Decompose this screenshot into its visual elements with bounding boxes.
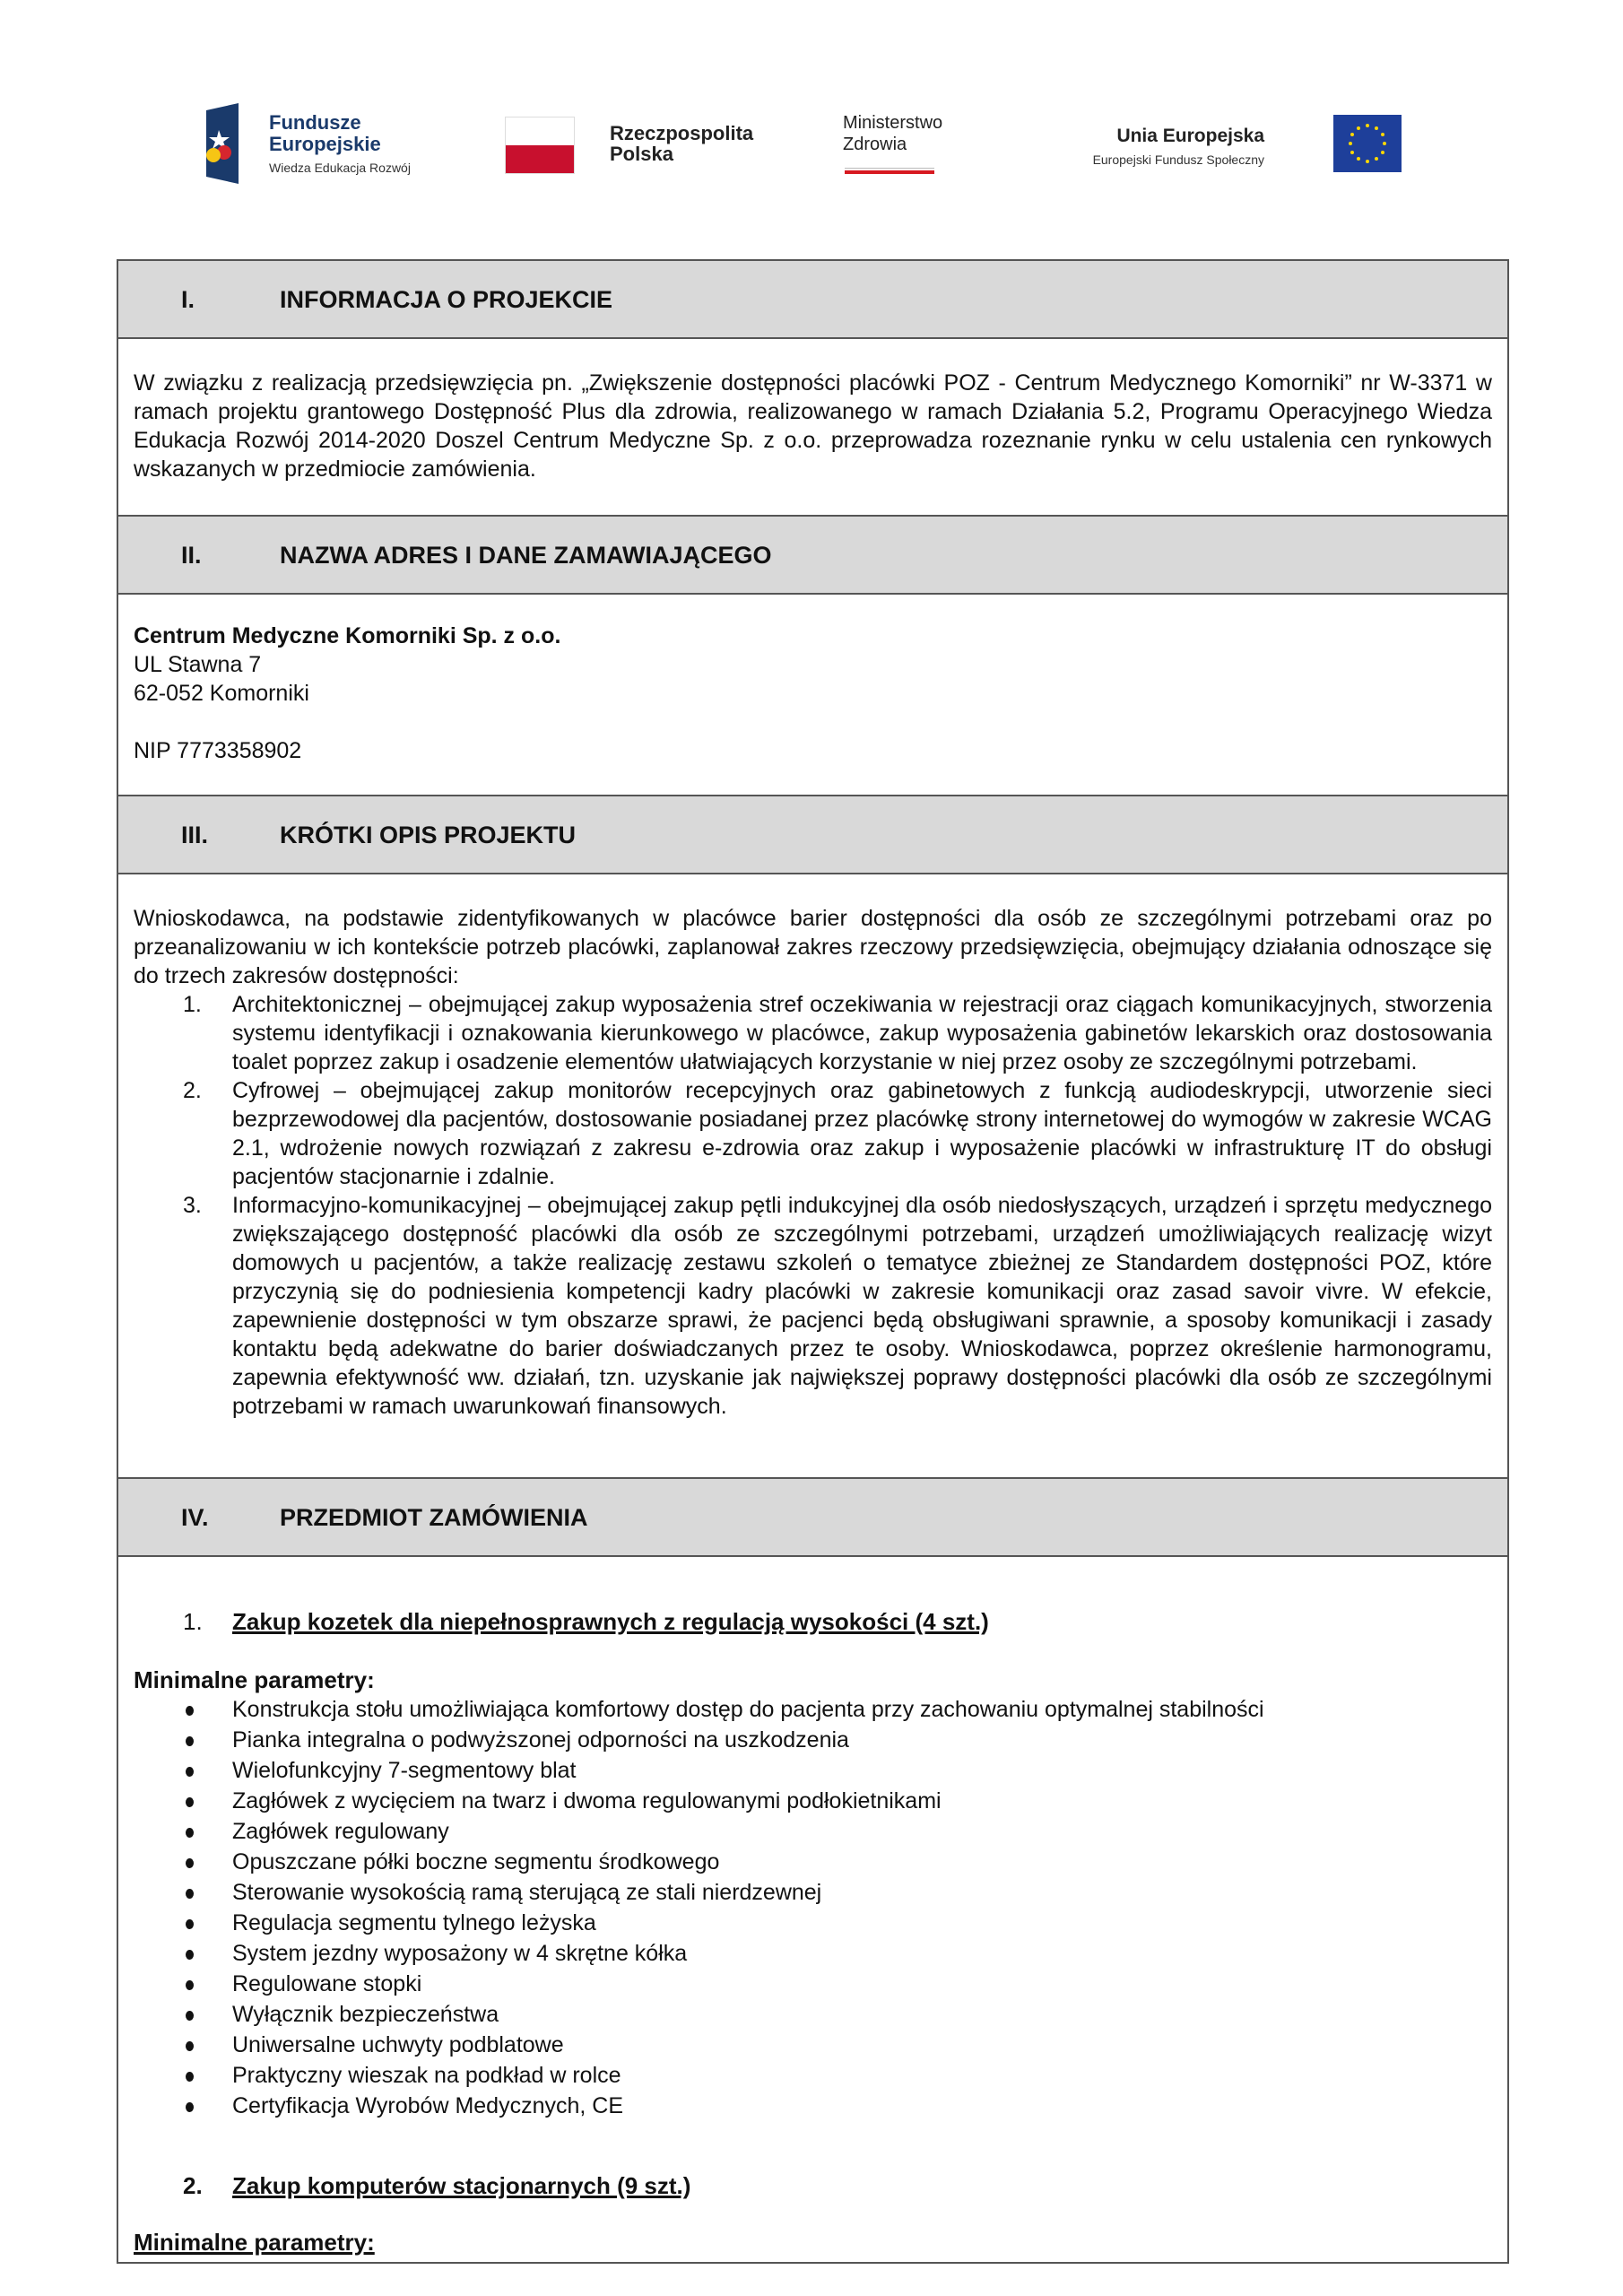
section-header-3 <box>118 795 1507 874</box>
section-title: PRZEDMIOT ZAMÓWIENIA <box>280 1504 588 1531</box>
accessibility-scope-list <box>134 990 1492 1421</box>
bullet-icon <box>186 1767 194 1777</box>
bullet-icon <box>186 1828 194 1838</box>
list-item: System jezdny wyposażony w 4 skrętne kółka <box>134 1938 1492 1969</box>
list-item: Zagłówek z wycięciem na twarz i dwoma regulowanymi podłokietnikami <box>134 1786 1492 1816</box>
bullet-icon <box>186 1919 194 1929</box>
bullet-icon <box>186 1706 194 1716</box>
section-title: NAZWA ADRES I DANE ZAMAWIAJĄCEGO <box>280 542 772 569</box>
project-description-intro: Wnioskodawca, na podstawie zidentyfikowanych w placówce barier dostępności dla osób ze szczególnymi potrzebami oraz po przeanalizowaniu w ich kontekście potrzeb placówki, zaplanował zakres rzeczowy przedsięwzięcia, obejmujący działania odnoszące się do trzech zakresów dostępności: <box>134 906 1492 988</box>
logo-bar <box>179 85 1435 202</box>
bullet-icon <box>186 1736 194 1746</box>
list-item: Wyłącznik bezpieczeństwa <box>134 1999 1492 2030</box>
section-header-2 <box>118 515 1507 595</box>
list-item: Regulacja segmentu tylnego leżyska <box>134 1908 1492 1938</box>
ue-title: Unia Europejska <box>1116 126 1264 146</box>
list-item: Opuszczane półki boczne segmentu środkowego <box>134 1847 1492 1877</box>
bullet-icon <box>186 1950 194 1960</box>
list-item: Wielofunkcyjny 7-segmentowy blat <box>134 1755 1492 1786</box>
list-item: Zagłówek regulowany <box>134 1816 1492 1847</box>
order-item-number: 2. <box>183 2172 203 2199</box>
fe-title-line2: Europejskie <box>269 133 381 155</box>
section-header-4 <box>118 1477 1507 1557</box>
ue-subtitle: Europejski Fundusz Społeczny <box>1092 152 1264 167</box>
bullet-icon <box>186 2072 194 2082</box>
pl-line1: Rzeczpospolita <box>610 122 754 144</box>
min-params-label: Minimalne parametry: <box>134 1666 375 1693</box>
pl-line2: Polska <box>610 143 673 165</box>
document-table <box>117 259 1509 2264</box>
list-number: 3. <box>183 1193 202 1218</box>
order-item-title: Zakup komputerów stacjonarnych (9 szt.) <box>232 2172 691 2199</box>
list-item: Uniwersalne uchwyty podblatowe <box>134 2030 1492 2060</box>
min-params-label-2: Minimalne parametry: <box>134 2229 375 2256</box>
list-item <box>134 1076 1492 1191</box>
list-item: Certyfikacja Wyrobów Medycznych, CE <box>134 2091 1492 2121</box>
project-info-paragraph: W związku z realizacją przedsięwzięcia pn. „Zwiększenie dostępności placówki POZ - Centrum Medycznego Komorniki” nr W-3371 w ramach projektu grantowego Dostępność Plus dla zdrowia, realizowanego w ramach Działania 5.2, Programu Operacyjnego Wiedza Edukacja Rozwój 2014-2020 Doszel Centrum Medyczne Sp. z o.o. przeprowadza rozeznanie rynku w celu ustalenia cen rynkowych wskazanych w przedmiocie zamówienia. <box>134 370 1492 482</box>
bullet-icon <box>186 2102 194 2112</box>
list-item: Regulowane stopki <box>134 1969 1492 1999</box>
section-title: INFORMACJA O PROJEKCIE <box>280 286 613 313</box>
list-item: Praktyczny wieszak na podkład w rolce <box>134 2060 1492 2091</box>
bullet-icon <box>186 1797 194 1807</box>
mz-line1: Ministerstwo <box>843 113 943 133</box>
logo-unia-europejska <box>179 85 1435 202</box>
fe-title-line1: Fundusze <box>269 111 361 134</box>
bullet-icon <box>186 1889 194 1899</box>
section-number: III. <box>181 822 209 848</box>
bullet-icon <box>186 2041 194 2051</box>
mz-line2: Zdrowia <box>843 135 907 154</box>
company-name: Centrum Medyczne Komorniki Sp. z o.o. <box>134 623 561 648</box>
list-item <box>134 1191 1492 1421</box>
order-item-title: Zakup kozetek dla niepełnosprawnych z regulacją wysokości (4 szt.) <box>232 1608 989 1635</box>
list-number: 2. <box>183 1078 202 1103</box>
bullet-icon <box>186 1980 194 1990</box>
section-number: IV. <box>181 1504 209 1531</box>
list-item <box>134 990 1492 1076</box>
list-text: Cyfrowej – obejmującej zakup monitorów recepcyjnych oraz gabinetowych z funkcją audiodeskrypcji, utworzenie sieci bezprzewodowej dla pacjentów, dostosowanie posiadanej przez placówkę strony internetowej do wymogów w zakresie WCAG 2.1, wdrożenie nowych rozwiązań z zakresu e-zdrowia oraz zakup i wyposażenie placówki w infrastrukturę IT do obsługi pacjentów stacjonarnie i zdalnie. <box>232 1078 1492 1189</box>
company-street: UL Stawna 7 <box>134 652 262 677</box>
bullet-icon <box>186 2011 194 2021</box>
section-number: I. <box>181 286 195 313</box>
list-number: 1. <box>183 992 202 1017</box>
list-item: Sterowanie wysokością ramą sterującą ze stali nierdzewnej <box>134 1877 1492 1908</box>
eu-flag-icon <box>1333 115 1402 172</box>
list-item: Konstrukcja stołu umożliwiająca komfortowy dostęp do pacjenta przy zachowaniu optymalnej stabilności <box>134 1694 1492 1725</box>
list-text: Informacyjno-komunikacyjnej – obejmującej zakup pętli indukcyjnej dla osób niedosłyszących, urządzeń i sprzętu medycznego zwiększającego dostępność placówki dla osób ze szczególnymi potrzebami, urządzeń umożliwiających realizację wizyt domowych u pacjentów, a także realizację zestawu szkoleń o tematyce zbieżnej ze Standardem dostępności POZ, które przyczynią się do podniesienia kompetencji kadry placówki w zakresie komunikacji oraz zasad savoir vivre. W efekcie, zapewnienie dostępności w tym obszarze sprawi, że pacjenci będą obsługiwani sprawnie, a sposoby komunikacji i zasady kontaktu będą adekwatne do barier doświadczanych przez te osoby. Wnioskodawca, poprzez określenie harmonogramu, zapewnia efektywność ww. działań, tzn. uzyskanie jak największej poprawy dostępności placówki dla osób ze szczególnymi potrzebami w ramach uwarunkowań finansowych. <box>232 1193 1492 1419</box>
section-header-1 <box>118 259 1507 339</box>
list-text: Architektonicznej – obejmującej zakup wyposażenia stref oczekiwania w rejestracji oraz ciągach komunikacyjnych, stworzenia systemu identyfikacji i oznakowania kierunkowego w placówce, zakup wyposażenia gabinetów lekarskich oraz dostosowania toalet poprzez zakup i osadzenie elementów ułatwiających korzystanie w niej przez osoby ze szczególnymi potrzebami. <box>232 992 1492 1074</box>
company-nip: NIP 7773358902 <box>134 738 302 763</box>
fe-subtitle: Wiedza Edukacja Rozwój <box>269 161 411 175</box>
section-title: KRÓTKI OPIS PROJEKTU <box>280 822 577 848</box>
buyer-details <box>134 622 1492 765</box>
order-item-number: 1. <box>183 1608 203 1635</box>
params-list <box>134 1694 1492 2121</box>
list-item: Pianka integralna o podwyższonej odporności na uszkodzenia <box>134 1725 1492 1755</box>
bullet-icon <box>186 1858 194 1868</box>
company-city: 62-052 Komorniki <box>134 681 309 706</box>
section-number: II. <box>181 542 202 569</box>
